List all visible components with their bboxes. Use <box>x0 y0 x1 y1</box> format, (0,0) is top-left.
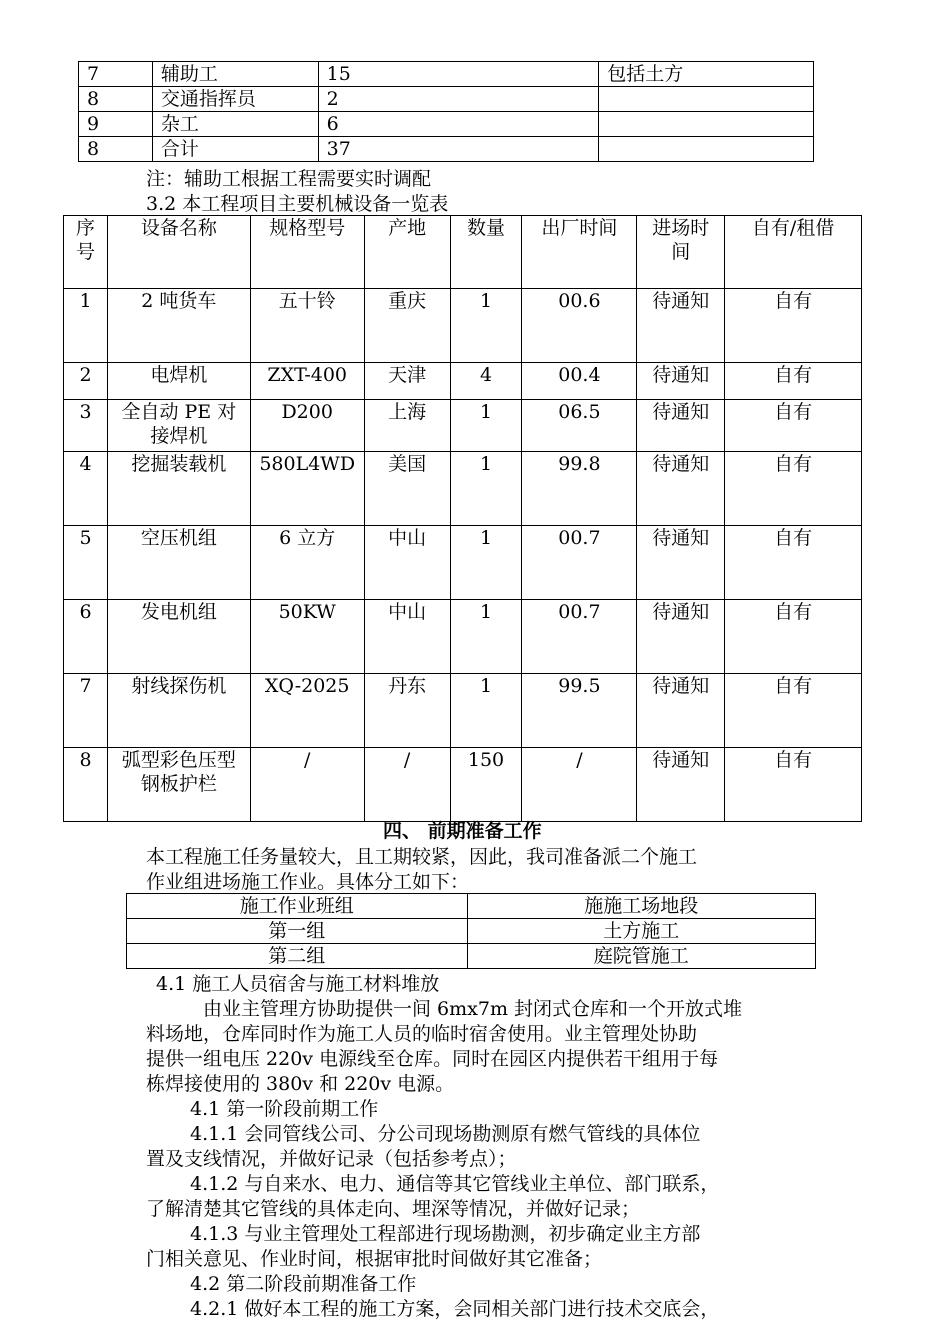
labor-cell-count: 6 <box>318 112 599 137</box>
equipment-table-title: 3.2 本工程项目主要机械设备一览表 <box>146 193 449 215</box>
labor-cell-type: 交通指挥员 <box>152 87 318 112</box>
group-header-row <box>127 894 816 919</box>
equipment-cell-qty: 1 <box>450 400 522 452</box>
labor-row <box>79 137 814 162</box>
p42-title: 4.2 第二阶段前期准备工作 <box>190 1273 417 1295</box>
equipment-header-cell: 设备名称 <box>107 216 250 289</box>
labor-cell-no: 7 <box>79 62 153 87</box>
equipment-cell-own: 自有 <box>725 600 862 674</box>
p4113-line2: 门相关意见、作业时间，根据审批时间做好其它准备； <box>146 1248 603 1270</box>
equipment-header-cell: 数量 <box>450 216 522 289</box>
equipment-cell-origin: 上海 <box>364 400 450 452</box>
equipment-cell-model: 580L4WD <box>250 452 364 526</box>
group-row <box>127 944 816 969</box>
equipment-cell-model: D200 <box>250 400 364 452</box>
group-cell: 第一组 <box>127 919 468 944</box>
equipment-cell-origin: 美国 <box>364 452 450 526</box>
p41-body-1: 由业主管理方协助提供一间 6mx7m 封闭式仓库和一个开放式堆 <box>203 998 743 1020</box>
labor-cell-note <box>599 137 814 162</box>
equipment-header-cell: 进场时间 <box>637 216 725 289</box>
equipment-header-cell: 产地 <box>364 216 450 289</box>
section4-heading: 四、 前期准备工作 <box>383 820 542 842</box>
group-table <box>126 893 816 969</box>
equipment-table <box>63 215 862 822</box>
equipment-cell-entry: 待通知 <box>637 289 725 363</box>
p41-title: 4.1 施工人员宿舍与施工材料堆放 <box>156 973 440 995</box>
equipment-header-cell: 序号 <box>64 216 108 289</box>
equipment-cell-entry: 待通知 <box>637 400 725 452</box>
equipment-cell-model: 50KW <box>250 600 364 674</box>
p41-body-2: 料场地，仓库同时作为施工人员的临时宿舍使用。业主管理处协助 <box>146 1023 698 1045</box>
equipment-cell-origin: 丹东 <box>364 674 450 748</box>
equipment-cell-entry: 待通知 <box>637 363 725 400</box>
equipment-cell-made: 00.7 <box>522 526 637 600</box>
p41-body-4: 栋焊接使用的 380v 和 220v 电源。 <box>146 1073 455 1095</box>
equipment-cell-own: 自有 <box>725 363 862 400</box>
group-cell: 第二组 <box>127 944 468 969</box>
equipment-cell-model: ZXT-400 <box>250 363 364 400</box>
equipment-cell-made: 06.5 <box>522 400 637 452</box>
labor-cell-no: 9 <box>79 112 153 137</box>
equipment-cell-own: 自有 <box>725 400 862 452</box>
labor-cell-type: 杂工 <box>152 112 318 137</box>
equipment-cell-entry: 待通知 <box>637 452 725 526</box>
equipment-cell-qty: 1 <box>450 452 522 526</box>
equipment-row <box>64 400 862 452</box>
equipment-cell-origin: / <box>364 748 450 822</box>
equipment-row <box>64 674 862 748</box>
equipment-header-row <box>64 216 862 289</box>
equipment-cell-no: 6 <box>64 600 108 674</box>
equipment-cell-entry: 待通知 <box>637 600 725 674</box>
group-row <box>127 919 816 944</box>
labor-row <box>79 62 814 87</box>
equipment-header-cell: 自有/租借 <box>725 216 862 289</box>
equipment-cell-origin: 中山 <box>364 526 450 600</box>
equipment-header-cell: 规格型号 <box>250 216 364 289</box>
p4111-line1: 4.1.1 会同管线公司、分公司现场勘测原有燃气管线的具体位 <box>190 1123 701 1145</box>
equipment-row <box>64 748 862 822</box>
p4112-line2: 了解清楚其它管线的具体走向、埋深等情况，并做好记录； <box>146 1198 641 1220</box>
equipment-cell-name: 2 吨货车 <box>107 289 250 363</box>
p421-line1: 4.2.1 做好本工程的施工方案，会同相关部门进行技术交底会， <box>190 1298 720 1320</box>
equipment-cell-made: 00.6 <box>522 289 637 363</box>
p4112-line1: 4.1.2 与自来水、电力、通信等其它管线业主单位、部门联系， <box>190 1173 720 1195</box>
group-cell: 土方施工 <box>467 919 816 944</box>
equipment-cell-no: 5 <box>64 526 108 600</box>
equipment-cell-name: 挖掘装载机 <box>107 452 250 526</box>
equipment-row <box>64 526 862 600</box>
labor-row <box>79 112 814 137</box>
equipment-cell-own: 自有 <box>725 748 862 822</box>
equipment-row <box>64 289 862 363</box>
equipment-cell-own: 自有 <box>725 674 862 748</box>
equipment-cell-entry: 待通知 <box>637 674 725 748</box>
equipment-cell-own: 自有 <box>725 289 862 363</box>
labor-note: 注：辅助工根据工程需要实时调配 <box>146 168 432 190</box>
p411-title: 4.1 第一阶段前期工作 <box>190 1098 379 1120</box>
section4-intro-1: 本工程施工任务量较大，且工期较紧，因此，我司准备派二个施工 <box>146 846 698 868</box>
equipment-cell-qty: 1 <box>450 674 522 748</box>
group-cell: 庭院管施工 <box>467 944 816 969</box>
labor-cell-count: 2 <box>318 87 599 112</box>
equipment-cell-made: 99.8 <box>522 452 637 526</box>
equipment-cell-qty: 1 <box>450 600 522 674</box>
equipment-cell-no: 7 <box>64 674 108 748</box>
labor-cell-no: 8 <box>79 87 153 112</box>
equipment-cell-model: 6 立方 <box>250 526 364 600</box>
equipment-row <box>64 363 862 400</box>
equipment-cell-name: 全自动 PE 对接焊机 <box>107 400 250 452</box>
labor-cell-count: 15 <box>318 62 599 87</box>
p4113-line1: 4.1.3 与业主管理处工程部进行现场勘测，初步确定业主方部 <box>190 1223 701 1245</box>
equipment-cell-made: 00.7 <box>522 600 637 674</box>
equipment-cell-qty: 4 <box>450 363 522 400</box>
equipment-cell-entry: 待通知 <box>637 748 725 822</box>
equipment-cell-entry: 待通知 <box>637 526 725 600</box>
labor-cell-type: 合计 <box>152 137 318 162</box>
equipment-cell-no: 2 <box>64 363 108 400</box>
equipment-cell-qty: 1 <box>450 526 522 600</box>
labor-cell-type: 辅助工 <box>152 62 318 87</box>
p4111-line2: 置及支线情况，并做好记录（包括参考点）； <box>146 1148 517 1170</box>
labor-row <box>79 87 814 112</box>
equipment-row <box>64 452 862 526</box>
equipment-cell-no: 4 <box>64 452 108 526</box>
equipment-cell-origin: 重庆 <box>364 289 450 363</box>
equipment-cell-name: 射线探伤机 <box>107 674 250 748</box>
equipment-cell-model: 五十铃 <box>250 289 364 363</box>
equipment-cell-origin: 中山 <box>364 600 450 674</box>
equipment-cell-made: 99.5 <box>522 674 637 748</box>
p41-body-3: 提供一组电压 220v 电源线至仓库。同时在园区内提供若干组用于每 <box>146 1048 719 1070</box>
equipment-cell-own: 自有 <box>725 526 862 600</box>
equipment-header-cell: 出厂时间 <box>522 216 637 289</box>
equipment-cell-model: / <box>250 748 364 822</box>
labor-cell-note: 包括土方 <box>599 62 814 87</box>
equipment-cell-no: 1 <box>64 289 108 363</box>
equipment-cell-model: XQ-2025 <box>250 674 364 748</box>
labor-table <box>78 61 814 162</box>
labor-cell-no: 8 <box>79 137 153 162</box>
equipment-row <box>64 600 862 674</box>
equipment-cell-made: / <box>522 748 637 822</box>
equipment-cell-qty: 1 <box>450 289 522 363</box>
equipment-cell-no: 3 <box>64 400 108 452</box>
equipment-cell-qty: 150 <box>450 748 522 822</box>
equipment-cell-name: 弧型彩色压型钢板护栏 <box>107 748 250 822</box>
equipment-cell-origin: 天津 <box>364 363 450 400</box>
equipment-cell-own: 自有 <box>725 452 862 526</box>
equipment-cell-name: 空压机组 <box>107 526 250 600</box>
group-header-cell: 施施工场地段 <box>467 894 816 919</box>
labor-cell-note <box>599 112 814 137</box>
equipment-cell-made: 00.4 <box>522 363 637 400</box>
labor-cell-note <box>599 87 814 112</box>
equipment-cell-no: 8 <box>64 748 108 822</box>
group-header-cell: 施工作业班组 <box>127 894 468 919</box>
labor-cell-count: 37 <box>318 137 599 162</box>
section4-intro-2: 作业组进场施工作业。具体分工如下： <box>146 871 470 893</box>
equipment-cell-name: 发电机组 <box>107 600 250 674</box>
equipment-cell-name: 电焊机 <box>107 363 250 400</box>
